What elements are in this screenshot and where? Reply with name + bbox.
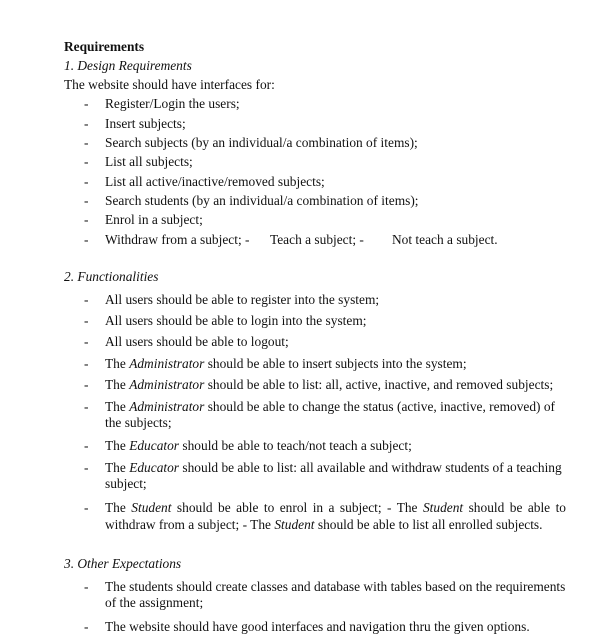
bullet-dash: - (84, 313, 89, 328)
bullet-dash: - (84, 377, 89, 392)
functionality-item-student-cont: withdraw from a subject; - The Student should be able to list all enrolled subjects. (105, 517, 543, 532)
bullet-dash: - (84, 154, 89, 169)
functionality-item-educator-list-cont: subject; (105, 476, 147, 491)
bullet-dash: - (84, 619, 89, 634)
functionalities-heading: 2. Functionalities (64, 269, 159, 284)
functionality-item-student: The Student should be able to enrol in a subject; - The Student should be able to (105, 500, 566, 515)
design-item: List all subjects; (105, 154, 193, 169)
functionality-item: All users should be able to register into the system; (105, 292, 380, 307)
design-item: Search students (by an individual/a combination of items); (105, 193, 419, 208)
functionality-item-admin-status-cont: the subjects; (105, 415, 172, 430)
design-requirements-heading: 1. Design Requirements (64, 58, 192, 73)
functionality-item-admin-status: The Administrator should be able to change the status (active, inactive, removed) of (105, 399, 555, 414)
bullet-dash: - (84, 193, 89, 208)
functionality-item-educator-list: The Educator should be able to list: all available and withdraw students of a teaching (105, 460, 562, 475)
bullet-dash: - (84, 334, 89, 349)
design-item: Insert subjects; (105, 116, 186, 131)
bullet-dash: - (84, 212, 89, 227)
design-item: Register/Login the users; (105, 96, 240, 111)
design-item: Enrol in a subject; (105, 212, 203, 227)
design-item-teach: Teach a subject; - (270, 232, 364, 247)
functionality-item-admin-insert: The Administrator should be able to insert subjects into the system; (105, 356, 467, 371)
expectation-item: The website should have good interfaces and navigation thru the given options. (105, 619, 530, 634)
bullet-dash: - (84, 356, 89, 371)
design-item: List all active/inactive/removed subjects; (105, 174, 325, 189)
bullet-dash: - (84, 96, 89, 111)
other-expectations-heading: 3. Other Expectations (64, 556, 182, 571)
design-item: Search subjects (by an individual/a combination of items); (105, 135, 418, 150)
expectation-item-cont: of the assignment; (105, 595, 204, 610)
document-title: Requirements (64, 39, 145, 54)
functionality-item: All users should be able to login into the system; (105, 313, 367, 328)
bullet-dash: - (84, 174, 89, 189)
bullet-dash: - (84, 579, 89, 594)
bullet-dash: - (84, 500, 89, 515)
expectation-item: The students should create classes and database with tables based on the requirements (105, 579, 566, 594)
design-intro: The website should have interfaces for: (64, 77, 275, 92)
functionality-item-educator-teach: The Educator should be able to teach/not teach a subject; (105, 438, 412, 453)
bullet-dash: - (84, 135, 89, 150)
functionality-item: All users should be able to logout; (105, 334, 289, 349)
bullet-dash: - (84, 460, 89, 475)
bullet-dash: - (84, 116, 89, 131)
bullet-dash: - (84, 292, 89, 307)
bullet-dash: - (84, 438, 89, 453)
functionality-item-admin-list: The Administrator should be able to list: all, active, inactive, and removed subjects; (105, 377, 554, 392)
bullet-dash: - (84, 232, 89, 247)
bullet-dash: - (84, 399, 89, 414)
design-item-not-teach: Not teach a subject. (392, 232, 498, 247)
design-item-withdraw: Withdraw from a subject; - (105, 232, 250, 247)
